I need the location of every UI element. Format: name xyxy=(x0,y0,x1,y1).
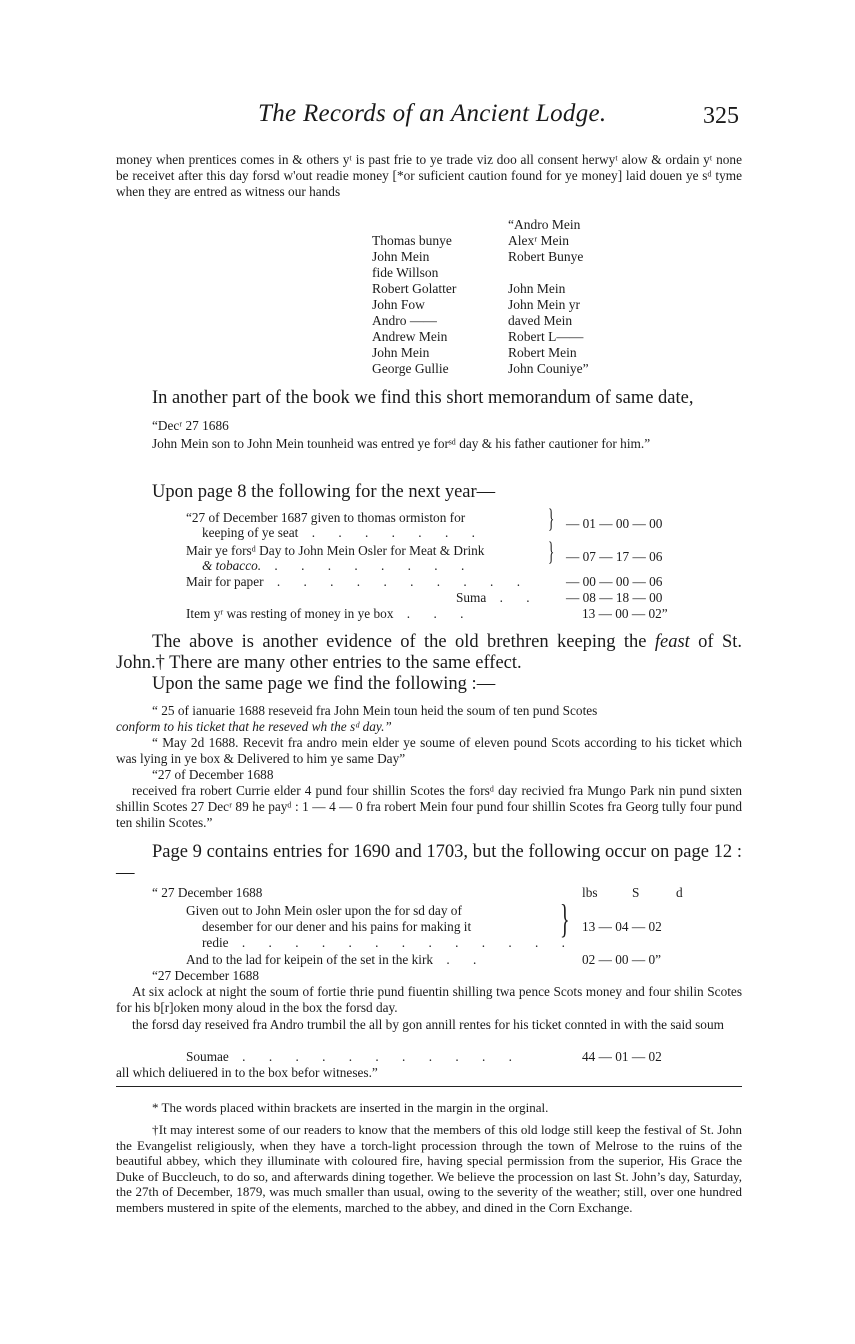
signature-right-4: John Mein xyxy=(508,281,566,296)
brace-3: } xyxy=(560,896,570,941)
quote-p2: “ May 2d 1688. Recevit fra andro mein elder ye soume of eleven pound Scots according to his ticket which was lying in ye box & Delivered to him ye same Day” xyxy=(116,735,742,766)
para4b: feast xyxy=(654,632,690,652)
acc1-line1a: “27 of December 1687 given to thomas ormiston for xyxy=(186,510,466,525)
brace-2: } xyxy=(548,537,555,566)
acc1-line2a: Mair ye forsᵈ Day to John Mein Osler for Meat & Drink xyxy=(186,543,485,558)
signature-right-5: John Mein yr xyxy=(508,297,580,312)
memo-text xyxy=(116,436,742,452)
acc1-line5: Item yʳ was resting of money in ye box . . . xyxy=(186,606,474,621)
acc2-soumae: Soumae . . . . . . . . . . . xyxy=(186,1049,522,1064)
acc2-given2: desember for our dener and his pains for making it xyxy=(202,919,472,934)
paragraph-feast xyxy=(116,632,742,674)
acc1-amount1: — 01 — 00 — 00 xyxy=(566,516,663,531)
acc2-soumae-amount: 44 — 01 — 02 xyxy=(582,1049,662,1064)
quote-1688 xyxy=(116,703,742,831)
paragraph-resolution: money when prentices comes in & others yᵗ is past frie to ye trade viz doo all consent herwyᵗ alow & ordain yᵗ none be receivet after this day forsd w'out readie money [*or suficient caution found for ye money] laid douen ye sᵈ tyme when they are entred as witness our hands xyxy=(116,152,742,199)
acc2-col-lbs: lbs xyxy=(582,885,598,900)
running-title: The Records of an Ancient Lodge. xyxy=(258,100,607,127)
paragraph-memorandum-intro: In another part of the book we find this short memorandum of same date, xyxy=(152,388,694,408)
signature-left-0: Thomas bunye xyxy=(372,233,452,248)
signature-left-4: John Fow xyxy=(372,297,425,312)
page-number: 325 xyxy=(703,103,739,129)
quote-p1a: “ 25 of ianuarie 1688 reseveid fra John Mein toun heid the soum of ten pund Scotes xyxy=(152,703,598,718)
acc2-given3-text: redie xyxy=(202,935,229,950)
acc2-col-d: d xyxy=(676,885,683,900)
acc1-line4: Suma . . xyxy=(456,590,540,605)
acc2-date2: “27 December 1688 xyxy=(152,968,260,983)
acc2-given3: redie . . . . . . . . . . . . . xyxy=(202,935,576,950)
memo-text-body: John Mein son to John Mein tounheid was entred ye forˢᵈ day & his father cautioner for him.” xyxy=(152,436,651,451)
acc2-soumae-text: Soumae xyxy=(186,1049,229,1064)
signature-right-9: John Couniye” xyxy=(508,361,589,376)
acc1-line2b-text: & tobacco. xyxy=(202,558,262,573)
signature-right-2: Robert Bunye xyxy=(508,249,584,264)
signature-right-8: Robert Mein xyxy=(508,345,577,360)
acc1-line2b: & tobacco. . . . . . . . . xyxy=(202,558,475,573)
signature-left-8: George Gullie xyxy=(372,361,449,376)
acc2-lad-amount: 02 — 00 — 0” xyxy=(582,952,662,967)
acc2-lad-text: And to the lad for keipein of the set in the kirk xyxy=(186,952,434,967)
memo-date: “Decʳ 27 1686 xyxy=(152,418,229,433)
brace-1: } xyxy=(548,504,555,533)
signature-column-left xyxy=(372,233,456,377)
signature-left-3: Robert Golatter xyxy=(372,281,457,296)
paragraph-page8-intro: Upon page 8 the following for the next year— xyxy=(152,482,496,502)
acc2-date1: “ 27 December 1688 xyxy=(152,885,263,900)
acc2-col-s: S xyxy=(632,885,640,900)
acc1-amount4: — 08 — 18 — 00 xyxy=(566,590,663,605)
signature-right-3 xyxy=(508,265,589,281)
footnote-star: * The words placed within brackets are inserted in the margin in the orginal. xyxy=(152,1100,549,1115)
paragraph-same-page: Upon the same page we find the following :— xyxy=(152,674,496,694)
acc2-final: all which deliuered in to the box befor witneses.” xyxy=(116,1065,378,1080)
signature-right-7: Robert L—— xyxy=(508,329,584,344)
quote-p3-date: “27 of December 1688 xyxy=(152,767,274,782)
signature-right-0: “Andro Mein xyxy=(508,217,581,232)
acc2-lad: And to the lad for keipein of the set in the kirk . . xyxy=(186,952,487,967)
para4a: The above is another evidence of the old brethren keeping the xyxy=(152,632,647,652)
signature-column-right xyxy=(508,217,589,377)
acc1-line1b: keeping of ye seat . . . . . . . xyxy=(202,525,485,540)
acc1-line3-text: Mair for paper xyxy=(186,574,264,589)
signature-left-5: Andro —— xyxy=(372,313,437,328)
signature-left-2: fide Willson xyxy=(372,265,439,280)
acc2-given1: Given out to John Mein osler upon the for sd day of xyxy=(186,903,462,918)
acc2-six: At six aclock at night the soum of fortie thrie pund fiuentin shilling twa pence Scots money and four shilin Scotes for his b[r]oken mony aloud in the box the forsd day. xyxy=(116,984,742,1015)
signature-left-7: John Mein xyxy=(372,345,430,360)
running-head xyxy=(0,100,855,140)
acc1-amount5: 13 — 00 — 02” xyxy=(582,606,668,621)
acc1-line4-text: Suma xyxy=(456,590,487,605)
acc1-line5-text: Item yʳ was resting of money in ye box xyxy=(186,606,394,621)
signature-left-6: Andrew Mein xyxy=(372,329,448,344)
quote-p3: received fra robert Currie elder 4 pund four shillin Scotes the forsᵈ day recivied fra Mungo Park nin pund sixten shillin Scotes 27 Decʳ 89 he payᵈ : 1 — 4 — 0 fra robert Mein four pund four shillin Scotes fra Georg tully four pund ten shilin Scotes.” xyxy=(116,783,742,830)
acc1-line3: Mair for paper . . . . . . . . . . xyxy=(186,574,531,589)
acc1-line1b-text: keeping of ye seat xyxy=(202,525,299,540)
acc2-forsd: the forsd day reseived fra Andro trumbil the all by gon annill rentes for his ticket connted in with the said soum xyxy=(132,1017,724,1032)
signature-left-1: John Mein xyxy=(372,249,430,264)
acc1-amount2: — 07 — 17 — 06 xyxy=(566,549,663,564)
footnote-dagger: †It may interest some of our readers to know that the members of this old lodge still keep the festival of St. John the Evangelist religiously, when they have a torch-light procession through the town of Melrose to the ruins of the beautiful abbey, which they illuminate with coloured fire, having special permission from the superior, His Grace the Duke of Buccleuch, to do so, and afterwards dining together. We believe the procession on last St. John’s day, Saturday, the 27th of December, 1879, was much smaller than usual, owing to the severity of the weather; still, over one hundred members mustered in spite of the elements, marched to the abbey, and dined in the Corn Exchange. xyxy=(116,1122,742,1215)
para4c: of St. John.† There are many other entries to the same effect. xyxy=(116,632,742,673)
paragraph-page9: Page 9 contains entries for 1690 and 1703, but the following occur on page 12 :— xyxy=(116,842,742,883)
acc2-given-amount: 13 — 04 — 02 xyxy=(582,919,662,934)
footnote-rule xyxy=(116,1086,742,1087)
signature-right-1: Alexʳ Mein xyxy=(508,233,570,248)
acc1-amount3: — 00 — 00 — 06 xyxy=(566,574,663,589)
quote-p1b: conform to his ticket that he reseved wh the sᵈ day.” xyxy=(116,719,392,734)
signature-right-6: daved Mein xyxy=(508,313,573,328)
